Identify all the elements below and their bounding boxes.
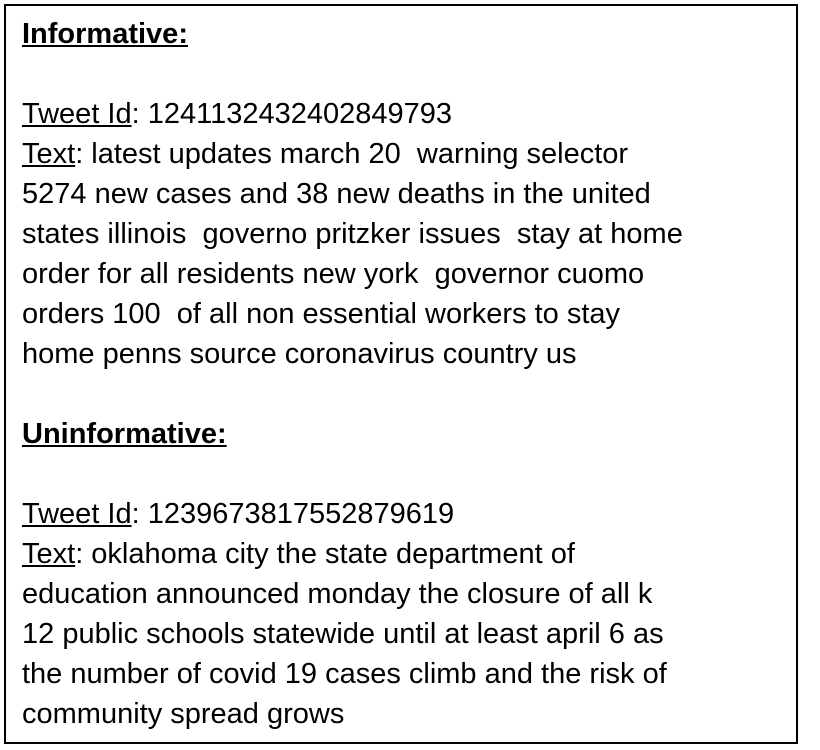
document-frame: [4, 4, 798, 744]
text-label: Text: [22, 138, 76, 170]
spacer: [22, 374, 786, 414]
text-row: [22, 534, 786, 574]
text-line: : latest updates march 20 warning selector: [75, 138, 629, 170]
section-title-informative: Informative:: [22, 18, 188, 50]
text-line: education announced monday the closure of all k: [22, 578, 653, 610]
spacer: [22, 54, 786, 94]
text-line: community spread grows: [22, 698, 345, 730]
text-line: 5274 new cases and 38 new deaths in the united: [22, 178, 651, 210]
text-line: orders 100 of all non essential workers to stay: [22, 298, 621, 330]
text-label: Text: [22, 538, 76, 570]
text-line: the number of covid 19 cases climb and the risk of: [22, 658, 667, 690]
text-line: : oklahoma city the state department of: [75, 538, 575, 570]
text-line: states illinois governo pritzker issues stay at home: [22, 218, 683, 250]
text-line: 12 public schools statewide until at least april 6 as: [22, 618, 664, 650]
tweet-id-label: Tweet Id: [22, 498, 132, 530]
text-line: home penns source coronavirus country us: [22, 338, 577, 370]
text-line: order for all residents new york governor cuomo: [22, 258, 645, 290]
tweet-id-value: : 1241132432402849793: [131, 98, 453, 130]
section-title-uninformative: Uninformative:: [22, 418, 227, 450]
spacer: [22, 454, 786, 494]
text-row: [22, 134, 786, 174]
tweet-id-label: Tweet Id: [22, 98, 132, 130]
tweet-id-row: [22, 494, 786, 534]
tweet-id-value: : 1239673817552879619: [131, 498, 455, 530]
tweet-id-row: [22, 94, 786, 134]
